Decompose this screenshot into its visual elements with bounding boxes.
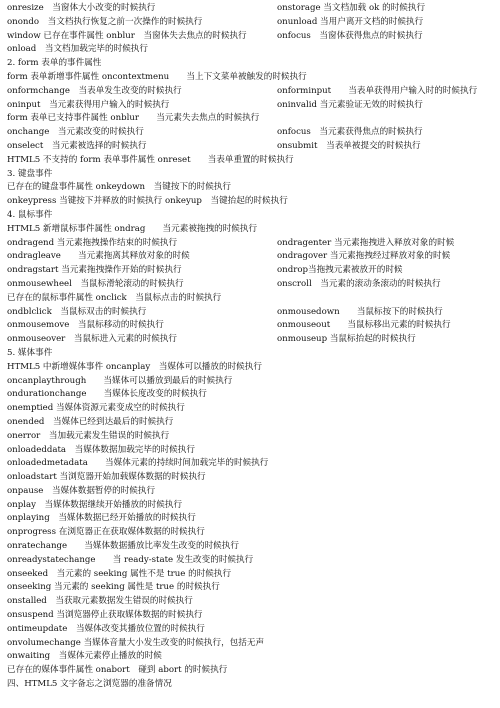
text-line — [7, 16, 494, 30]
text-line — [7, 402, 494, 416]
line-left-text: oncanplaythrough 当媒体可以播放到最后的时候执行 — [7, 375, 233, 386]
line-left-text: onondo 当文档执行恢复之前一次操作的时候执行 — [7, 16, 203, 27]
text-line — [7, 112, 494, 126]
text-line — [7, 264, 494, 278]
line-right-text: ondragover 当元素拖拽经过释放对象的时候 — [277, 251, 451, 262]
line-left-text: 4. 鼠标事件 — [7, 209, 53, 220]
line-right-text: ondrop当拖拽元素被放开的时候 — [277, 265, 403, 276]
line-left-text: ondurationchange 当媒体长度改变的时候执行 — [7, 389, 207, 400]
line-left-text: onvolumechange 当媒体音量大小发生改变的时候执行，包括无声 — [7, 637, 265, 648]
line-left-text: onstalled 当获取元素数据发生错误的时候执行 — [7, 596, 193, 607]
text-line — [7, 388, 494, 402]
line-left-text: 3. 键盘事件 — [7, 168, 53, 179]
text-line — [7, 361, 494, 375]
text-line — [7, 512, 494, 526]
text-line — [7, 250, 494, 264]
line-left-text: onresize 当窗体大小改变的时候执行 — [7, 3, 156, 13]
text-line — [7, 209, 494, 223]
line-right-text: oninvalid 当元素验证无效的时候执行 — [277, 99, 423, 110]
line-left-text: HTML5 不支持的 form 表单事件属性 onreset 当表单重置的时候执行 — [7, 154, 294, 165]
text-line — [7, 375, 494, 389]
line-right-text: onmouseup 当鼠标抬起的时候执行 — [277, 334, 416, 345]
line-right-text: onforminput 当表单获得用户输入时的时候执行 — [277, 85, 478, 96]
line-left-text: ontimeupdate 当媒体改变其播放位置的时候执行 — [7, 623, 205, 634]
text-line — [7, 471, 494, 485]
text-line — [7, 595, 494, 609]
line-left-text: form 表单已支持事件属性 onblur 当元素失去焦点的时候执行 — [7, 113, 260, 124]
line-left-text: ondragstart 当元素拖拽操作开始的时候执行 — [7, 265, 182, 276]
text-line — [7, 650, 494, 664]
text-line — [7, 30, 494, 44]
line-left-text: HTML5 中新增媒体事件 oncanplay 当媒体可以播放的时候执行 — [7, 361, 262, 372]
text-line — [7, 540, 494, 554]
text-line — [7, 609, 494, 623]
line-left-text: onwaiting 当媒体元素停止播放的时候 — [7, 651, 162, 662]
text-line — [7, 140, 494, 154]
text-line — [7, 457, 494, 471]
text-line — [7, 664, 494, 678]
line-left-text: ondragleave 当元素拖离其释放对象的时候 — [7, 251, 190, 262]
text-line — [7, 581, 494, 595]
text-line — [7, 623, 494, 637]
line-left-text: 已存在的键盘事件属性 onkeydown 当键按下的时候执行 — [7, 182, 232, 193]
text-line — [7, 430, 494, 444]
text-line — [7, 168, 494, 182]
line-left-text: onratechange 当媒体数据播放比率发生改变的时候执行 — [7, 541, 239, 552]
line-left-text: 已存在的媒体事件属性 onabort 碰到 abort 的时候执行 — [7, 665, 228, 676]
text-line — [7, 43, 494, 57]
line-left-text: onloadeddata 当媒体数据加载完毕的时候执行 — [7, 444, 195, 455]
text-line — [7, 499, 494, 513]
line-left-text: onmousewheel 当鼠标滑轮滚动的时候执行 — [7, 278, 184, 289]
line-right-text: onmousedown 当鼠标按下的时候执行 — [277, 306, 443, 317]
line-left-text: onkeypress 当键按下并释放的时候执行 onkeyup 当键抬起的时候执行 — [7, 196, 288, 207]
line-left-text: onerror 当加载元素发生错误的时候执行 — [7, 430, 170, 441]
text-line — [7, 278, 494, 292]
line-left-text: onplaying 当媒体数据已经开始播放的时候执行 — [7, 513, 196, 524]
line-left-text: HTML5 新增鼠标事件属性 ondrag 当元素被拖拽的时候执行 — [7, 223, 258, 234]
line-right-text: onfocus 当窗体获得焦点的时候执行 — [277, 30, 423, 41]
line-left-text: onpause 当媒体数据暂停的时候执行 — [7, 485, 156, 496]
line-right-text: onunload 当用户离开文档的时候执行 — [277, 16, 424, 27]
text-line — [7, 85, 494, 99]
line-right-text: onmouseout 当鼠标移出元素的时候执行 — [277, 320, 451, 331]
line-left-text: onemptied 当媒体资源元素变成空的时候执行 — [7, 403, 185, 414]
line-left-text: onload 当文档加载完毕的时候执行 — [7, 44, 148, 55]
line-left-text: onloadstart 当浏览器开始加载媒体数据的时候执行 — [7, 472, 206, 483]
line-left-text: ondragend 当元素拖拽操作结束的时候执行 — [7, 237, 178, 248]
text-line — [7, 71, 494, 85]
line-left-text: onseeking 当元素的 seeking 属性是 true 的时候执行 — [7, 582, 220, 593]
text-line — [7, 154, 494, 168]
line-left-text: onformchange 当表单发生改变的时候执行 — [7, 85, 182, 96]
text-line — [7, 444, 494, 458]
line-left-text: oninput 当元素获得用户输入的时候执行 — [7, 99, 170, 110]
text-line — [7, 237, 494, 251]
line-right-text: onscroll 当元素的滚动条滚动的时候执行 — [277, 278, 441, 289]
text-line — [7, 416, 494, 430]
text-line — [7, 57, 494, 71]
line-right-text: onstorage 当文档加载 ok 的时候执行 — [277, 3, 426, 13]
line-left-text: onplay 当媒体数据继续开始播放的时候执行 — [7, 499, 183, 510]
text-line — [7, 306, 494, 320]
line-left-text: form 表单新增事件属性 oncontextmenu 当上下文菜单被触发的时候执行 — [7, 71, 307, 82]
line-left-text: window 已存在事件属性 onblur 当窗体失去焦点的时候执行 — [7, 30, 247, 41]
line-left-text: onmousemove 当鼠标移动的时候执行 — [7, 320, 164, 331]
text-line — [7, 292, 494, 306]
text-line — [7, 2, 494, 16]
text-line — [7, 319, 494, 333]
line-left-text: onsuspend 当浏览器停止获取媒体数据的时候执行 — [7, 610, 203, 621]
line-left-text: ondblclick 当鼠标双击的时候执行 — [7, 306, 147, 317]
text-line — [7, 223, 494, 237]
line-left-text: 已存在的鼠标事件属性 onclick 当鼠标点击的时候执行 — [7, 292, 222, 303]
text-line — [7, 195, 494, 209]
line-left-text: onloadedmetadata 当媒体元素的持续时间加载完毕的时候执行 — [7, 458, 269, 469]
line-left-text: onmouseover 当鼠标进入元素的时候执行 — [7, 334, 178, 345]
text-line — [7, 126, 494, 140]
line-left-text: onreadystatechange 当 ready-state 发生改变的时候执行 — [7, 554, 254, 565]
line-left-text: onended 当媒体已经到达最后的时候执行 — [7, 416, 174, 427]
line-right-text: onfocus 当元素获得焦点的时候执行 — [277, 127, 423, 138]
text-line — [7, 568, 494, 582]
text-line — [7, 181, 494, 195]
text-line — [7, 485, 494, 499]
line-left-text: 5. 媒体事件 — [7, 347, 53, 358]
line-right-text: onsubmit 当表单被提交的时候执行 — [277, 140, 421, 151]
text-line — [7, 99, 494, 113]
line-left-text: onselect 当元素被选择的时候执行 — [7, 140, 147, 151]
line-left-text: onchange 当元素改变的时候执行 — [7, 127, 144, 138]
line-left-text: 四、HTML5 文字备忘之浏览器的准备情况 — [7, 679, 172, 690]
line-right-text: ondragenter 当元素拖拽进入释放对象的时候 — [277, 237, 455, 248]
text-line — [7, 347, 494, 361]
text-line — [7, 637, 494, 651]
line-left-text: onprogress 在浏览器正在获取媒体数据的时候执行 — [7, 527, 205, 538]
text-line — [7, 526, 494, 540]
line-left-text: 2. form 表单的事件属性 — [7, 58, 102, 69]
text-line — [7, 554, 494, 568]
text-line — [7, 333, 494, 347]
text-line — [7, 678, 494, 692]
line-left-text: onseeked 当元素的 seeking 属性不是 true 的时候执行 — [7, 568, 232, 579]
